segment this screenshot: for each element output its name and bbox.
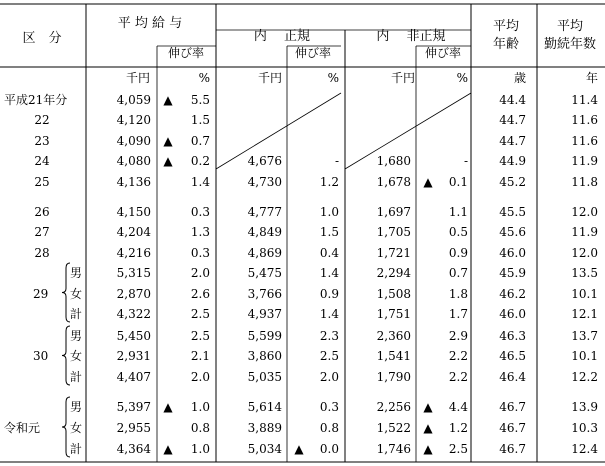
cell-nonregular-growth: 0.9 [448,246,468,260]
row-label: 22 [34,113,50,127]
group-label: 令和元 [4,421,41,435]
cell-avg-age: 46.5 [499,349,526,363]
row-sub-label: 女 [69,287,83,301]
negative-marker: ▲ [163,134,173,148]
cell-avg-tenure: 13.7 [571,329,598,343]
negative-marker: ▲ [423,400,433,414]
cell-nonregular-salary: 1,508 [376,287,411,301]
cell-avg-salary: 2,931 [116,349,151,363]
cell-avg-age: 44.9 [499,154,526,168]
cell-avg-salary: 4,136 [116,175,151,189]
header-avg-age-line2: 年齢 [492,37,520,52]
cell-avg-tenure: 11.4 [571,93,598,107]
cell-regular-growth: 2.0 [319,370,339,384]
cell-nonregular-salary: 1,751 [376,307,411,321]
cell-salary-growth: 1.5 [190,113,210,127]
group-brace [62,263,70,322]
cell-regular-growth: 1.2 [319,175,339,189]
negative-marker: ▲ [294,442,304,456]
cell-salary-growth: 5.5 [190,93,210,107]
cell-avg-salary: 5,315 [116,266,151,280]
cell-avg-salary: 4,059 [116,93,151,107]
header-avg-tenure-line1: 平均 [556,19,584,34]
cell-avg-tenure: 10.3 [571,421,598,435]
cell-regular-growth: 0.0 [319,442,339,456]
cell-avg-salary: 4,204 [116,225,151,239]
cell-nonregular-salary: 1,522 [376,421,411,435]
cell-nonregular-salary: 1,790 [376,370,411,384]
cell-avg-age: 44.7 [499,134,526,148]
cell-salary-growth: 1.0 [190,400,210,414]
cell-avg-tenure: 11.8 [571,175,598,189]
table-body [4,92,598,457]
cell-regular-salary: 4,777 [247,205,282,219]
cell-avg-tenure: 12.2 [571,370,598,384]
cell-avg-tenure: 11.9 [571,225,598,239]
row-label: 25 [34,175,50,189]
unit-reg-growth: % [327,71,339,85]
cell-avg-salary: 4,407 [116,370,151,384]
cell-salary-growth: 0.2 [190,154,210,168]
negative-marker: ▲ [423,421,433,435]
cell-nonregular-growth: 1.7 [448,307,468,321]
cell-avg-age: 45.9 [499,266,526,280]
cell-avg-salary: 4,216 [116,246,151,260]
cell-avg-age: 45.2 [499,175,526,189]
negative-marker: ▲ [163,400,173,414]
cell-nonregular-growth: 0.7 [448,266,468,280]
header-category: 区 分 [22,31,62,46]
row-label: 平成21年分 [4,93,68,107]
cell-regular-growth: 0.4 [319,246,339,260]
cell-avg-age: 46.7 [499,442,526,456]
cell-regular-salary: 5,034 [247,442,282,456]
cell-avg-salary: 5,397 [116,400,151,414]
cell-nonregular-salary: 1,721 [376,246,411,260]
unit-non-growth: % [456,71,468,85]
header-growth-nonregular: 伸び率 [424,46,462,60]
row-sub-label: 計 [69,370,83,384]
negative-marker: ▲ [163,93,173,107]
cell-avg-tenure: 13.9 [571,400,598,414]
cell-avg-age: 46.0 [499,307,526,321]
cell-avg-age: 46.3 [499,329,526,343]
header-nonregular: 内 非正規 [376,29,446,44]
cell-salary-growth: 2.5 [190,329,210,343]
cell-regular-salary: 4,730 [247,175,282,189]
cell-salary-growth: 0.8 [190,421,210,435]
cell-regular-salary: 3,766 [247,287,282,301]
header-regular: 内 正規 [253,29,311,44]
cell-regular-salary: 5,035 [247,370,282,384]
cell-avg-age: 46.4 [499,370,526,384]
cell-nonregular-salary: 2,294 [376,266,411,280]
cell-regular-salary: 4,849 [247,225,282,239]
cell-regular-salary: 4,869 [247,246,282,260]
cell-nonregular-salary: 1,697 [376,205,411,219]
cell-salary-growth: 1.0 [190,442,210,456]
cell-avg-tenure: 11.6 [571,134,598,148]
cell-regular-growth: 0.3 [319,400,339,414]
row-label: 28 [34,246,50,260]
cell-nonregular-growth: 4.4 [448,400,468,414]
cell-avg-salary: 4,090 [116,134,151,148]
row-sub-label: 計 [69,307,83,321]
row-sub-label: 女 [69,421,83,435]
unit-growth: % [198,71,210,85]
cell-salary-growth: 2.0 [190,370,210,384]
unit-salary: 千円 [125,71,150,85]
cell-regular-salary: 3,889 [247,421,282,435]
cell-regular-salary: 5,614 [247,400,282,414]
cell-nonregular-salary: 1,678 [376,175,411,189]
cell-avg-salary: 4,322 [116,307,151,321]
group-label: 29 [33,287,49,301]
cell-avg-tenure: 12.4 [571,442,598,456]
unit-tenure: 年 [585,71,598,85]
cell-nonregular-growth: - [463,154,468,168]
cell-nonregular-growth: 1.1 [448,205,468,219]
header-avg-age-line1: 平均 [492,19,520,34]
negative-marker: ▲ [423,175,433,189]
row-label: 23 [34,134,50,148]
cell-nonregular-growth: 0.1 [448,175,468,189]
row-sub-label: 男 [69,329,83,343]
cell-regular-salary: 5,599 [247,329,282,343]
cell-regular-growth: 1.4 [319,266,339,280]
cell-nonregular-growth: 1.8 [448,287,468,301]
row-sub-label: 女 [69,349,83,363]
cell-avg-tenure: 11.9 [571,154,598,168]
cell-avg-salary: 4,150 [116,205,151,219]
row-sub-label: 男 [69,266,83,280]
cell-nonregular-salary: 1,746 [376,442,411,456]
cell-salary-growth: 0.3 [190,246,210,260]
cell-regular-salary: 3,860 [247,349,282,363]
group-label: 30 [33,349,49,363]
cell-avg-age: 46.7 [499,421,526,435]
cell-avg-age: 46.0 [499,246,526,260]
cell-salary-growth: 0.3 [190,205,210,219]
negative-marker: ▲ [163,442,173,456]
cell-salary-growth: 0.7 [190,134,210,148]
row-label: 24 [34,154,50,168]
cell-regular-growth: 2.3 [319,329,339,343]
cell-avg-tenure: 12.1 [571,307,598,321]
cell-nonregular-growth: 2.9 [448,329,468,343]
group-brace [62,326,70,385]
cell-nonregular-growth: 0.5 [448,225,468,239]
header-growth-salary: 伸び率 [167,46,205,60]
cell-regular-growth: 1.5 [319,225,339,239]
cell-avg-tenure: 13.5 [571,266,598,280]
negative-marker: ▲ [423,442,433,456]
cell-salary-growth: 2.5 [190,307,210,321]
cell-avg-salary: 4,364 [116,442,151,456]
cell-nonregular-salary: 1,705 [376,225,411,239]
cell-nonregular-salary: 1,680 [376,154,411,168]
cell-avg-age: 44.7 [499,113,526,127]
cell-nonregular-growth: 2.2 [448,349,468,363]
cell-salary-growth: 2.6 [190,287,210,301]
cell-regular-salary: 4,937 [247,307,282,321]
cell-avg-salary: 4,120 [116,113,151,127]
row-sub-label: 計 [69,442,83,456]
header-avg-salary: 平 均 給 与 [117,16,183,31]
cell-avg-salary: 2,870 [116,287,151,301]
unit-age: 歳 [513,71,526,85]
header-growth-regular: 伸び率 [294,46,332,60]
cell-regular-growth: 0.9 [319,287,339,301]
cell-avg-tenure: 10.1 [571,287,598,301]
cell-avg-age: 44.4 [499,93,526,107]
cell-nonregular-salary: 2,360 [376,329,411,343]
cell-salary-growth: 1.3 [190,225,210,239]
cell-avg-tenure: 11.6 [571,113,598,127]
cell-avg-tenure: 12.0 [571,246,598,260]
cell-regular-growth: 1.4 [319,307,339,321]
cell-avg-age: 45.5 [499,205,526,219]
cell-avg-salary: 4,080 [116,154,151,168]
cell-regular-growth: 1.0 [319,205,339,219]
negative-marker: ▲ [163,154,173,168]
cell-regular-growth: 2.5 [319,349,339,363]
cell-nonregular-salary: 1,541 [376,349,411,363]
row-sub-label: 男 [69,400,83,414]
cell-avg-age: 46.2 [499,287,526,301]
cell-regular-growth: - [334,154,339,168]
header-avg-tenure-line2: 勤続年数 [543,37,597,52]
cell-salary-growth: 2.0 [190,266,210,280]
cell-salary-growth: 1.4 [190,175,210,189]
cell-nonregular-growth: 1.2 [448,421,468,435]
cell-avg-salary: 5,450 [116,329,151,343]
cell-nonregular-growth: 2.2 [448,370,468,384]
cell-salary-growth: 2.1 [190,349,210,363]
row-label: 27 [34,225,50,239]
cell-avg-age: 46.7 [499,400,526,414]
cell-avg-tenure: 12.0 [571,205,598,219]
cell-regular-growth: 0.8 [319,421,339,435]
cell-avg-age: 45.6 [499,225,526,239]
row-label: 26 [34,205,50,219]
cell-regular-salary: 5,475 [247,266,282,280]
cell-nonregular-growth: 2.5 [448,442,468,456]
cell-regular-salary: 4,676 [247,154,282,168]
cell-avg-salary: 2,955 [116,421,151,435]
group-brace [62,397,70,457]
unit-non-salary: 千円 [390,71,415,85]
cell-nonregular-salary: 2,256 [376,400,411,414]
cell-avg-tenure: 10.1 [571,349,598,363]
unit-reg-salary: 千円 [257,71,282,85]
